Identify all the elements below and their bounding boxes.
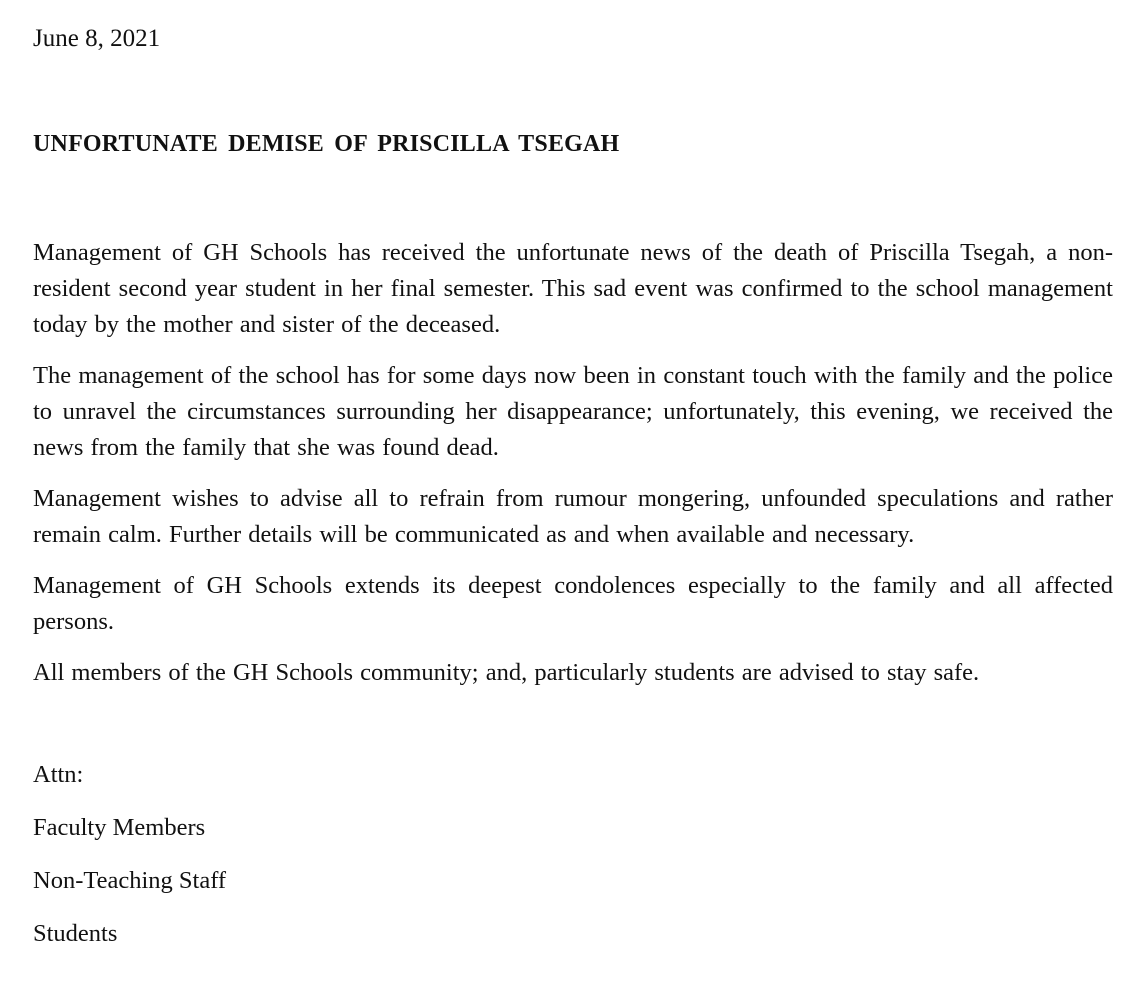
attention-block — [33, 760, 226, 972]
paragraph-advice: Management wishes to advise all to refrain from rumour mongering, unfounded speculations and rather remain calm. Further details will be communicated as and when available and necessary. — [33, 485, 1113, 548]
paragraph-announcement: Management of GH Schools has received the unfortunate news of the death of Priscilla Tsegah, a non-resident second year student in her final semester. This sad event was confirmed to the school management today by the mother and sister of the deceased. — [33, 239, 1113, 338]
paragraph-stay-safe: All members of the GH Schools community; and, particularly students are advised to stay safe. — [33, 659, 980, 686]
document-body — [33, 235, 1113, 706]
paragraph-circumstances: The management of the school has for some days now been in constant touch with the family and the police to unravel the circumstances surrounding her disappearance; unfortunately, this evening, we received the news from the family that she was found dead. — [33, 362, 1113, 461]
recipient-students: Students — [33, 920, 118, 947]
document-date: June 8, 2021 — [33, 25, 161, 52]
recipient-faculty: Faculty Members — [33, 814, 206, 841]
recipient-non-teaching-staff: Non-Teaching Staff — [33, 867, 227, 894]
attn-label: Attn: — [33, 761, 84, 788]
document-headline: UNFORTUNATE DEMISE OF PRISCILLA TSEGAH — [33, 131, 620, 157]
paragraph-condolences: Management of GH Schools extends its deepest condolences especially to the family and all affected persons. — [33, 572, 1113, 635]
